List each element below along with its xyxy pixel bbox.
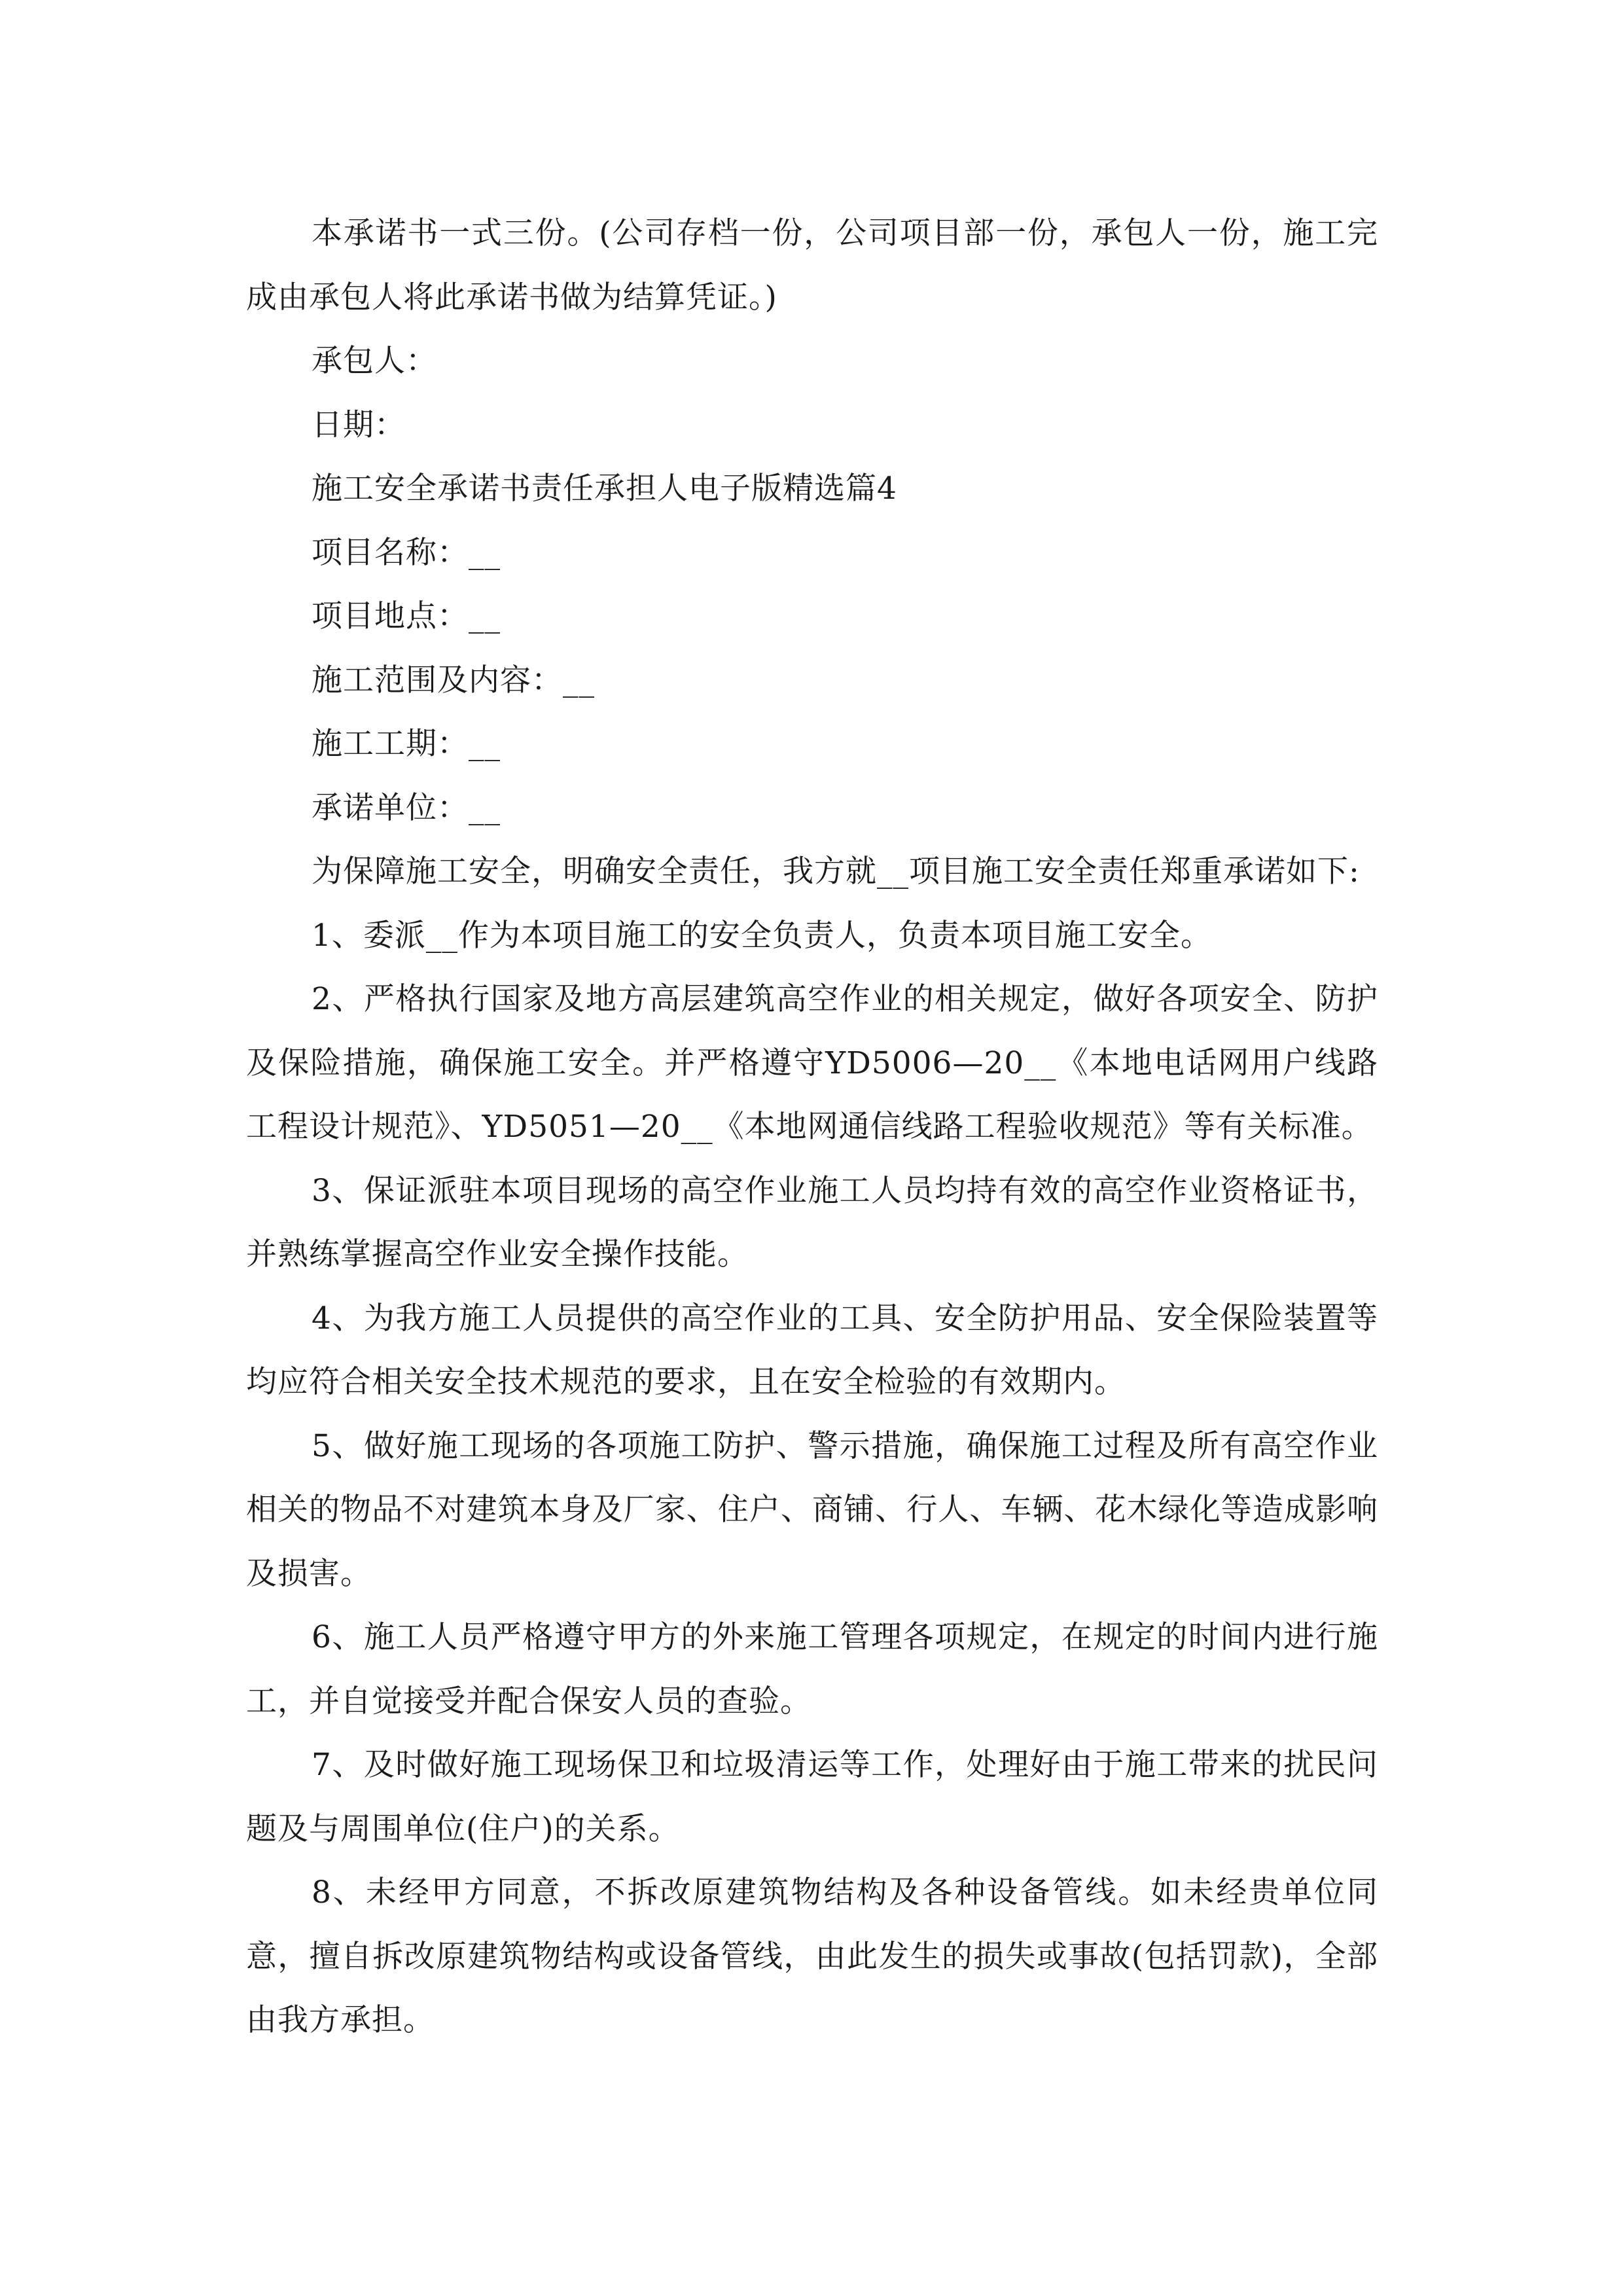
clause-3: 3、保证派驻本项目现场的高空作业施工人员均持有效的高空作业资格证书，并熟练掌握高空作业安全操作技能。 — [246, 1172, 1378, 1272]
field-project-location: 项目地点：__ — [312, 598, 501, 634]
document-body — [246, 202, 1378, 2053]
paragraph-copies: 本承诺书一式三份。(公司存档一份，公司项目部一份，承包人一份，施工完成由承包人将此承诺书做为结算凭证。) — [246, 215, 1378, 315]
section-title: 施工安全承诺书责任承担人电子版精选篇4 — [312, 471, 897, 507]
paragraph-intro: 为保障施工安全，明确安全责任，我方就__项目施工安全责任郑重承诺如下: — [312, 853, 1360, 889]
clause-8: 8、未经甲方同意，不拆改原建筑物结构及各种设备管线。如未经贵单位同意，擅自拆改原建筑物结构或设备管线，由此发生的损失或事故(包括罚款)，全部由我方承担。 — [246, 1874, 1378, 2038]
field-project-name: 项目名称：__ — [312, 534, 501, 571]
clause-7: 7、及时做好施工现场保卫和垃圾清运等工作，处理好由于施工带来的扰民问题及与周围单位(住户)的关系。 — [246, 1747, 1378, 1847]
field-construction-scope: 施工范围及内容：__ — [312, 662, 595, 698]
clause-4: 4、为我方施工人员提供的高空作业的工具、安全防护用品、安全保险装置等均应符合相关安全技术规范的要求，且在安全检验的有效期内。 — [246, 1300, 1378, 1400]
paragraph-date: 日期： — [312, 406, 406, 443]
clause-5: 5、做好施工现场的各项施工防护、警示措施，确保施工过程及所有高空作业相关的物品不对建筑本身及厂家、住户、商铺、行人、车辆、花木绿化等造成影响及损害。 — [246, 1427, 1378, 1592]
clause-6: 6、施工人员严格遵守甲方的外来施工管理各项规定，在规定的时间内进行施工，并自觉接受并配合保安人员的查验。 — [246, 1619, 1378, 1719]
clause-2: 2、严格执行国家及地方高层建筑高空作业的相关规定，做好各项安全、防护及保险措施，确保施工安全。并严格遵守YD5006—20__《本地电话网用户线路工程设计规范》、YD5051—20__《本地网通信线路工程验收规范》等有关标准。 — [246, 981, 1378, 1145]
paragraph-contractor: 承包人： — [312, 343, 437, 379]
field-construction-period: 施工工期：__ — [312, 726, 501, 762]
clause-1: 1、委派__作为本项目施工的安全负责人，负责本项目施工安全。 — [312, 917, 1212, 954]
field-committing-unit: 承诺单位：__ — [312, 789, 501, 826]
